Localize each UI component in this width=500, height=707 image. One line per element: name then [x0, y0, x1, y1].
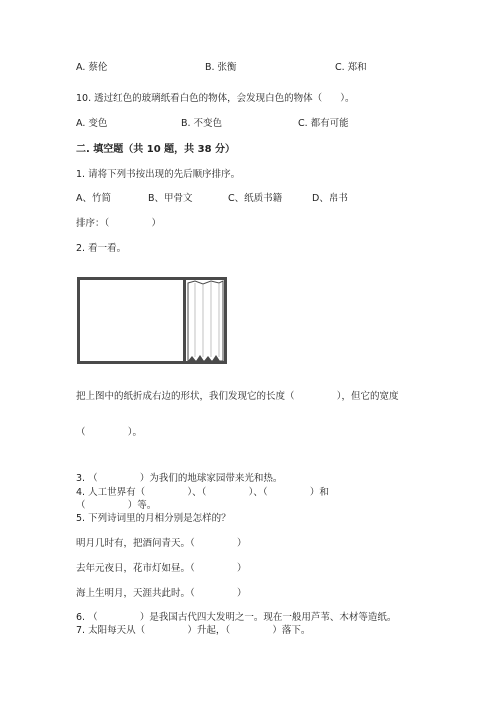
f6-text: 6. （ ）是我国古代四大发明之一。现在一般用芦苇、木材等造纸。: [76, 612, 397, 623]
f1-option-c: C、纸质书籍: [228, 193, 283, 204]
f4-line1: 4. 人工世界有（ ）、（ ）、（ ）和: [76, 487, 329, 498]
f5-poem-1: 明月几时有，把酒问青天。（ ）: [76, 538, 247, 549]
q9-option-a: A. 蔡伦: [76, 62, 108, 73]
q9-option-b: B. 张衡: [205, 62, 237, 73]
q10-option-c: C. 都有可能: [298, 118, 349, 129]
f5-poem-2: 去年元夜日，花市灯如昼。（ ）: [76, 563, 247, 574]
f2-question: 2. 看一看。: [76, 243, 127, 254]
f4-line2: （ ）等。: [76, 500, 157, 511]
f1-question: 1. 请将下列书按出现的先后顺序排序。: [76, 169, 241, 180]
section-heading-fill-in: 二. 填空题（共 10 题，共 38 分）: [76, 144, 236, 155]
f5-poem-3: 海上生明月，天涯共此时。（ ）: [76, 588, 247, 599]
f3-text: 3. （ ）为我们的地球家园带来光和热。: [76, 473, 283, 484]
f7-text: 7. 太阳每天从（ ）升起，（ ）落下。: [76, 625, 311, 636]
f1-option-b: B、甲骨文: [148, 193, 193, 204]
folded-paper-figure: [77, 277, 227, 364]
f1-answer-line: 排序：（ ）: [76, 218, 162, 229]
f2-text-line1: 把上图中的纸折成右边的形状，我们发现它的长度（ ），但它的宽度: [76, 391, 399, 402]
f1-option-a: A、竹简: [76, 193, 111, 204]
f1-option-d: D、帛书: [312, 193, 348, 204]
q10-option-a: A. 变色: [76, 118, 108, 129]
q10-question: 10. 透过红色的玻璃纸看白色的物体，会发现白色的物体（ ）。: [76, 93, 355, 104]
f2-text-line2: （ ）。: [76, 427, 143, 438]
q10-option-b: B. 不变色: [181, 118, 223, 129]
q9-option-c: C. 郑和: [335, 62, 367, 73]
f5-question: 5. 下列诗词里的月相分别是怎样的？: [76, 513, 231, 524]
